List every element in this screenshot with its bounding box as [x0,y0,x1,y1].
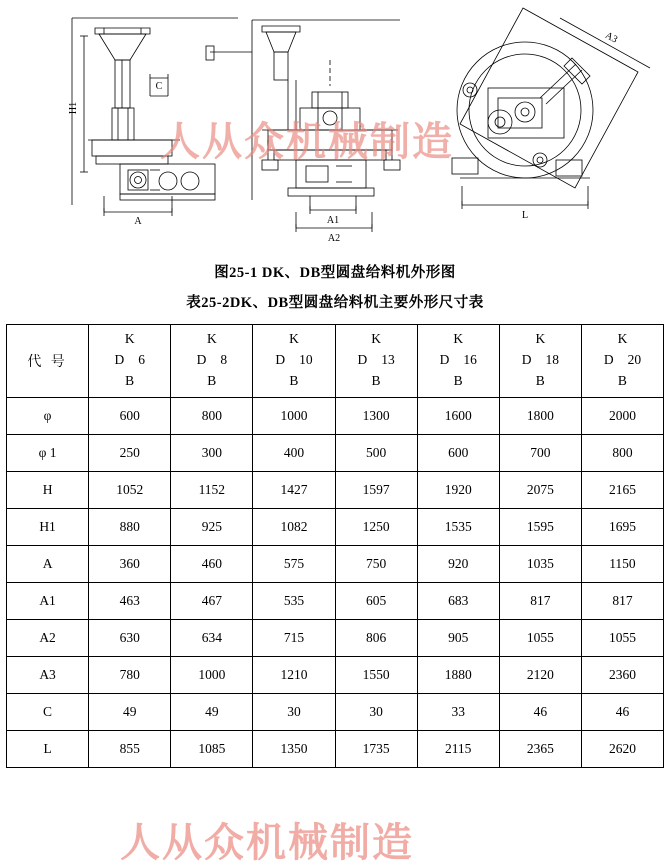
table-cell: 30 [335,693,417,730]
label-h1: H1 [68,101,79,115]
table-cell: 360 [89,545,171,582]
table-cell: 800 [581,434,663,471]
table-cell: 1055 [581,619,663,656]
table-cell: 250 [89,434,171,471]
table-cell: 634 [171,619,253,656]
table-row-label: A3 [7,656,89,693]
table-cell: 905 [417,619,499,656]
table-cell: 460 [171,545,253,582]
table-row-label: φ 1 [7,434,89,471]
table-cell: 33 [417,693,499,730]
table-column-header: K D 8 B [171,325,253,398]
table-row-label: A1 [7,582,89,619]
table-row-label: A [7,545,89,582]
table-cell: 400 [253,434,335,471]
table-row [7,656,664,693]
table-cell: 2075 [499,471,581,508]
table-cell: 880 [89,508,171,545]
table-cell: 1350 [253,730,335,767]
table-cell: 1082 [253,508,335,545]
table-cell: 630 [89,619,171,656]
table-cell: 806 [335,619,417,656]
label-c: C [155,81,163,92]
table-cell: 600 [89,397,171,434]
table-cell: 2620 [581,730,663,767]
table-cell: 46 [499,693,581,730]
table-cell: 463 [89,582,171,619]
dimensions-table-wrap [0,324,670,865]
figure-caption: 图25-1 DK、DB型圆盘给料机外形图 [214,265,456,281]
table-cell: 2115 [417,730,499,767]
table-row [7,619,664,656]
table-cell: 1600 [417,397,499,434]
table-cell: 1880 [417,656,499,693]
table-cell: 2000 [581,397,663,434]
table-cell: 1210 [253,656,335,693]
table-cell: 817 [499,582,581,619]
table-cell: 535 [253,582,335,619]
table-cell: 500 [335,434,417,471]
table-column-header: K D 20 B [581,325,663,398]
label-a1: A1 [326,215,340,226]
table-cell: 1000 [253,397,335,434]
table-cell: 2165 [581,471,663,508]
table-cell: 1735 [335,730,417,767]
technical-drawing-svg [0,0,670,245]
table-watermark: 人从众机械制造 [120,821,414,865]
table-cell: 855 [89,730,171,767]
table-row-label: A2 [7,619,89,656]
label-a2: A2 [327,233,341,244]
dimensions-table [6,324,664,768]
table-cell: 2120 [499,656,581,693]
table-cell: 683 [417,582,499,619]
table-row [7,730,664,767]
label-a: A [134,216,142,227]
table-column-header: K D 6 B [89,325,171,398]
table-row [7,397,664,434]
table-cell: 2365 [499,730,581,767]
table-cell: 1920 [417,471,499,508]
table-cell: 715 [253,619,335,656]
table-row [7,582,664,619]
table-cell: 300 [171,434,253,471]
table-column-header: K D 18 B [499,325,581,398]
table-cell: 1535 [417,508,499,545]
table-row [7,434,664,471]
table-cell: 575 [253,545,335,582]
table-row [7,508,664,545]
table-cell: 800 [171,397,253,434]
figure-watermark: 人从众机械制造 [160,120,454,164]
table-row-label: H1 [7,508,89,545]
table-cell: 1800 [499,397,581,434]
table-row [7,693,664,730]
table-cell: 1152 [171,471,253,508]
table-cell: 1695 [581,508,663,545]
table-column-header: K D 10 B [253,325,335,398]
table-cell: 30 [253,693,335,730]
table-cell: 1250 [335,508,417,545]
table-cell: 925 [171,508,253,545]
table-cell: 467 [171,582,253,619]
table-caption: 表25-2DK、DB型圆盘给料机主要外形尺寸表 [186,295,484,311]
table-row-label: H [7,471,89,508]
table-header-row [7,325,664,398]
label-a3: A3 [603,30,620,46]
table-cell: 1055 [499,619,581,656]
table-row-label: φ [7,397,89,434]
table-row [7,545,664,582]
label-l: L [521,210,529,221]
table-cell: 1150 [581,545,663,582]
table-cell: 600 [417,434,499,471]
table-cell: 1427 [253,471,335,508]
table-cell: 46 [581,693,663,730]
table-cell: 605 [335,582,417,619]
table-corner-label: 代 号 [7,325,89,398]
table-cell: 1035 [499,545,581,582]
table-cell: 920 [417,545,499,582]
table-row-label: L [7,730,89,767]
table-row-label: C [7,693,89,730]
table-cell: 49 [89,693,171,730]
table-cell: 1000 [171,656,253,693]
table-cell: 2360 [581,656,663,693]
table-cell: 1595 [499,508,581,545]
table-cell: 817 [581,582,663,619]
table-column-header: K D 16 B [417,325,499,398]
table-cell: 780 [89,656,171,693]
table-column-header: K D 13 B [335,325,417,398]
table-cell: 1597 [335,471,417,508]
figure-drawings [0,0,670,245]
table-cell: 1052 [89,471,171,508]
table-cell: 49 [171,693,253,730]
table-cell: 700 [499,434,581,471]
table-cell: 1085 [171,730,253,767]
table-cell: 750 [335,545,417,582]
table-row [7,471,664,508]
table-cell: 1300 [335,397,417,434]
table-cell: 1550 [335,656,417,693]
